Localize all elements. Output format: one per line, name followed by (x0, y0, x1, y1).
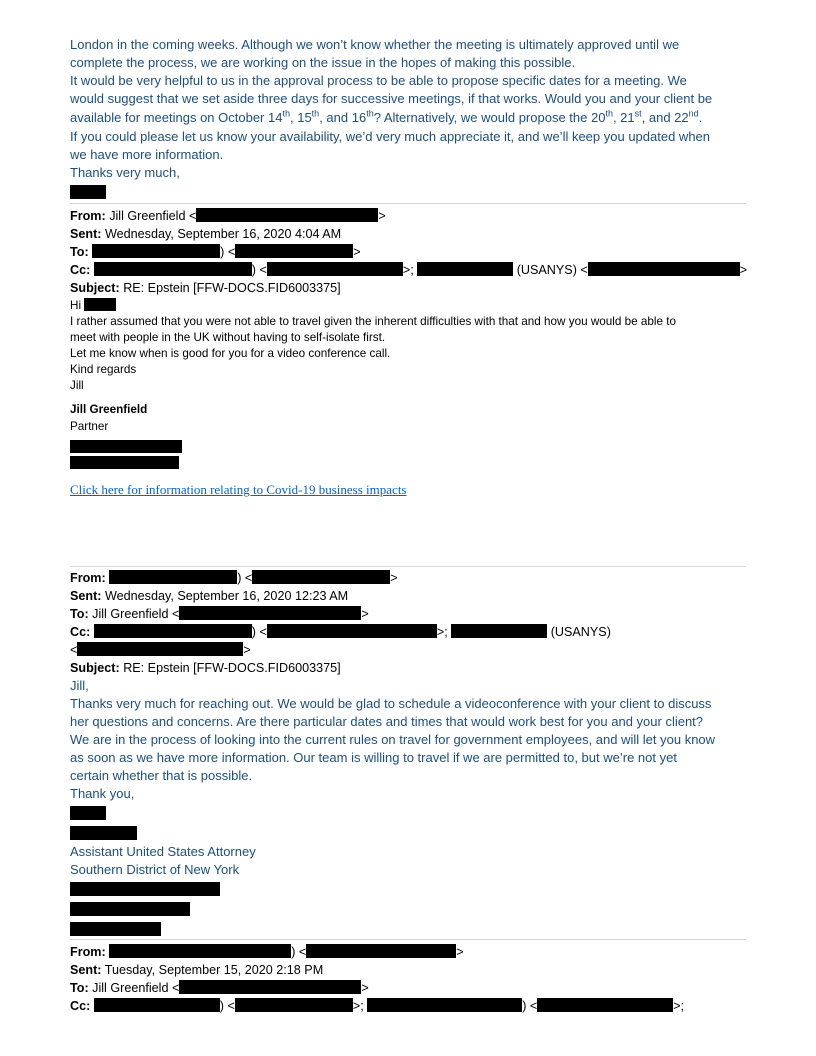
ordinal-suffix: th (311, 108, 320, 119)
bracket: < (70, 643, 78, 657)
redaction-box (267, 262, 403, 276)
email1-line-dates (70, 108, 746, 128)
cc-label: Cc: (70, 625, 91, 639)
redaction-box (179, 606, 361, 620)
email3-line: her questions and concerns. Are there particular dates and times that would work best for you and your client? (70, 714, 704, 729)
bracket: > (361, 607, 369, 621)
separator: >; (436, 625, 452, 639)
subject-label: Subject: (70, 661, 120, 675)
email2-line: Let me know when is good for you for a video conference call. (70, 347, 391, 360)
redaction-box (109, 944, 291, 958)
covid-info-link[interactable]: Click here for information relating to Covid-19 business impacts (70, 482, 407, 497)
signature-title: Assistant United States Attorney (70, 844, 256, 859)
sent-label: Sent: (70, 227, 102, 241)
signature-redaction (70, 438, 746, 454)
redaction-box (70, 456, 179, 469)
email4-header (70, 943, 746, 1015)
separator: >; (402, 263, 418, 277)
subject-row (70, 279, 746, 297)
email3-body (70, 677, 746, 939)
bracket: > (390, 571, 398, 585)
greeting-row (70, 297, 746, 314)
separator: ) < (291, 945, 307, 959)
email2-body (70, 297, 746, 499)
from-row (70, 943, 746, 961)
redaction-box (235, 998, 353, 1012)
redaction-box (179, 980, 361, 994)
bracket: >; (673, 999, 685, 1013)
email2-regards: Kind regards (70, 363, 137, 376)
from-name: Jill Greenfield < (109, 209, 197, 223)
ordinal-suffix: th (282, 108, 290, 119)
sent-row (70, 961, 746, 979)
cc-row-continued (70, 641, 746, 659)
redaction-box (451, 624, 547, 638)
redaction-box (70, 826, 137, 840)
cc-org: (USANYS) (547, 625, 611, 639)
signature-redaction (70, 879, 746, 899)
ordinal-suffix: th (605, 108, 613, 119)
sent-label: Sent: (70, 963, 102, 977)
text-fragment: , 21 (612, 110, 635, 125)
to-label: To: (70, 607, 89, 621)
bracket: > (353, 245, 361, 259)
text-fragment: available for meetings on October 14 (70, 110, 283, 125)
cc-row (70, 623, 746, 641)
ordinal-suffix: nd (688, 108, 699, 119)
redaction-box (94, 624, 252, 638)
sent-label: Sent: (70, 589, 102, 603)
signature-redaction (70, 803, 746, 823)
from-row (70, 207, 746, 225)
separator: ) < (251, 625, 267, 639)
to-row (70, 605, 746, 623)
signature-redaction (70, 454, 746, 470)
redaction-box (94, 998, 220, 1012)
redaction-box (70, 185, 106, 199)
email1-line: would suggest that we set aside three days for successive meetings, if that works. Would you and your client be (70, 91, 713, 106)
signature-office: Southern District of New York (70, 862, 240, 877)
text-fragment: , and 22 (641, 110, 689, 125)
bracket: > (378, 209, 386, 223)
separator: >; (352, 999, 368, 1013)
cc-label: Cc: (70, 263, 91, 277)
redaction-box (70, 902, 190, 916)
email1-line: we have more information. (70, 147, 224, 162)
email3-line: certain whether that is possible. (70, 768, 253, 783)
redaction-box (235, 244, 353, 258)
redaction-box (70, 922, 161, 936)
cc-row (70, 261, 746, 279)
redaction-box (70, 806, 106, 820)
redaction-box (252, 570, 390, 584)
redaction-box (92, 244, 220, 258)
redaction-box (70, 440, 182, 453)
sent-value: Wednesday, September 16, 2020 4:04 AM (104, 227, 342, 241)
covid-link-row (70, 481, 746, 499)
from-label: From: (70, 571, 106, 585)
email2-sender: Jill (70, 379, 84, 392)
bracket: > (456, 945, 464, 959)
email1-line: London in the coming weeks. Although we won’t know whether the meeting is ultimately approved until we (70, 37, 680, 52)
signature-redaction (70, 182, 746, 201)
cc-label: Cc: (70, 999, 91, 1013)
bracket: > (243, 643, 251, 657)
cc-row (70, 997, 746, 1015)
to-row (70, 979, 746, 997)
text-fragment: , 15 (289, 110, 312, 125)
bracket: > (361, 981, 369, 995)
separator: ) < (522, 999, 538, 1013)
redaction-box (537, 998, 673, 1012)
email1-signoff: Thanks very much, (70, 165, 180, 180)
redaction-box (84, 298, 116, 311)
text-fragment: ? Alternatively, we would propose the 20 (373, 110, 606, 125)
to-label: To: (70, 981, 89, 995)
separator: ) < (220, 245, 236, 259)
email-divider (70, 566, 746, 567)
to-row (70, 243, 746, 261)
sent-value: Tuesday, September 15, 2020 2:18 PM (104, 963, 324, 977)
sent-row (70, 225, 746, 243)
subject-value: RE: Epstein [FFW-DOCS.FID6003375] (123, 281, 341, 295)
cc-org: (USANYS) < (513, 263, 588, 277)
redaction-box (70, 882, 220, 896)
email2-line: I rather assumed that you were not able to travel given the inherent difficulties with that and how you would be able to (70, 315, 676, 328)
separator: ) < (251, 263, 267, 277)
subject-value: RE: Epstein [FFW-DOCS.FID6003375] (123, 661, 341, 675)
redaction-box (196, 208, 378, 222)
from-row (70, 569, 746, 587)
to-label: To: (70, 245, 89, 259)
email3-line: as soon as we have more information. Our team is willing to travel if we are permitted to, but we’re not yet (70, 750, 677, 765)
email2-line: meet with people in the UK without having to self-isolate first. (70, 331, 386, 344)
signature-title: Partner (70, 420, 109, 433)
email3-line: We are in the process of looking into the current rules on travel for government employees, and will let you know (70, 732, 716, 747)
greeting: Hi (70, 299, 82, 312)
to-name: Jill Greenfield < (92, 981, 180, 995)
email-divider (70, 203, 746, 204)
redaction-box (267, 624, 437, 638)
redaction-box (94, 262, 252, 276)
signature-name: Jill Greenfield (70, 403, 148, 416)
signature-redaction (70, 823, 746, 843)
text-fragment: . (698, 110, 703, 125)
separator: ) < (237, 571, 253, 585)
from-label: From: (70, 209, 106, 223)
redaction-box (417, 262, 513, 276)
email1-line: It would be very helpful to us in the approval process to be able to propose specific dates for a meeting. We (70, 73, 687, 88)
subject-label: Subject: (70, 281, 120, 295)
email1-line: complete the process, we are working on the issue in the hopes of making this possible. (70, 55, 576, 70)
redaction-box (109, 570, 237, 584)
text-fragment: , and 16 (319, 110, 367, 125)
email3-signoff: Thank you, (70, 786, 135, 801)
sent-value: Wednesday, September 16, 2020 12:23 AM (104, 589, 349, 603)
redaction-box (367, 998, 522, 1012)
email3-greeting: Jill, (70, 678, 89, 693)
redaction-box (588, 262, 740, 276)
email2-header (70, 207, 746, 297)
redaction-box (306, 944, 456, 958)
to-name: Jill Greenfield < (92, 607, 180, 621)
sent-row (70, 587, 746, 605)
signature-redaction (70, 919, 746, 939)
subject-row (70, 659, 746, 677)
email-document (70, 36, 746, 1015)
redaction-box (77, 642, 243, 656)
from-label: From: (70, 945, 106, 959)
separator: ) < (219, 999, 235, 1013)
ordinal-suffix: st (634, 108, 642, 119)
ordinal-suffix: th (366, 108, 374, 119)
email-divider (70, 939, 746, 940)
email1-body (70, 36, 746, 201)
bracket: > (739, 263, 748, 277)
email3-header (70, 569, 746, 677)
email3-line: Thanks very much for reaching out. We would be glad to schedule a videoconference with your client to discuss (70, 696, 712, 711)
signature-redaction (70, 899, 746, 919)
email1-line: If you could please let us know your availability, we’d very much appreciate it, and we’ll keep you updated when (70, 129, 711, 144)
